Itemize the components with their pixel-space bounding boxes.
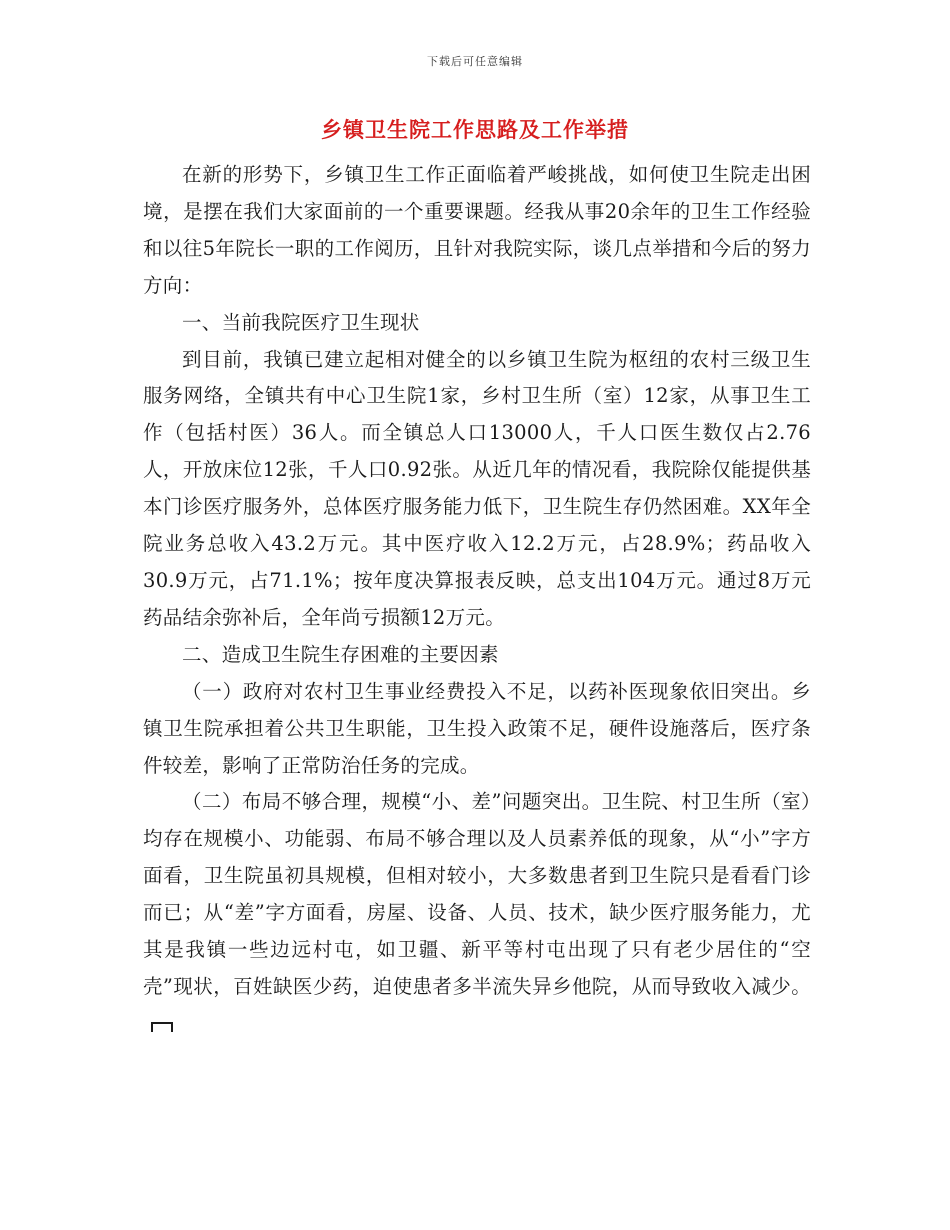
document-title: 乡镇卫生院工作思路及工作举措 <box>321 117 629 142</box>
header-note: 下载后可任意编辑 <box>427 55 523 68</box>
section-heading-2: 二、造成卫生院生存困难的主要因素 <box>182 642 499 666</box>
paragraph-intro: 在新的形势下，乡镇卫生工作正面临着严峻挑战，如何使卫生院走出困境，是摆在我们大家面前的一个重要课题。经我从事20余年的卫生工作经验和以往5年院长一职的工作阅历，且针对我院实际，谈几点举措和今后的努力方向： <box>143 163 811 297</box>
paragraph-status: 到目前，我镇已建立起相对健全的以乡镇卫生院为枢纽的农村三级卫生服务网络，全镇共有中心卫生院1家，乡村卫生所（室）12家，从事卫生工作（包括村医）36人。而全镇总人口13000人，千人口医生数仅占2.76人，开放床位12张，千人口0.92张。从近几年的情况看，我院除仅能提供基本门诊医疗服务外，总体医疗服务能力低下，卫生院生存仍然困难。XX年全院业务总收入43.2万元。其中医疗收入12.2万元，占28.9%；药品收入30.9万元，占71.1%；按年度决算报表反映，总支出104万元。通过8万元药品结余弥补后，全年尚亏损额12万元。 <box>143 347 812 629</box>
paragraph-factor-2: （二）布局不够合理，规模“小、差”问题突出。卫生院、村卫生所（室）均存在规模小、功能弱、布局不够合理以及人员素养低的现象，从“小”字方面看，卫生院虽初具规模，但相对较小，大多数患者到卫生院只是看看门诊而已；从“差”字方面看，房屋、设备、人员、技术，缺少医疗服务能力，尤其是我镇一些边远村屯，如卫疆、新平等村屯出现了只有老少居住的“空壳”现状，百姓缺医少药，迫使患者多半流失异乡他院，从而导致收入减少。 <box>143 784 811 1042</box>
section-heading-1: 一、当前我院医疗卫生现状 <box>182 310 420 334</box>
paragraph-factor-1: （一）政府对农村卫生事业经费投入不足，以药补医现象依旧突出。乡镇卫生院承担着公共卫生职能，卫生投入政策不足，硬件设施落后，医疗条件较差，影响了正常防治任务的完成。 <box>143 679 811 777</box>
document-body <box>143 157 811 1043</box>
